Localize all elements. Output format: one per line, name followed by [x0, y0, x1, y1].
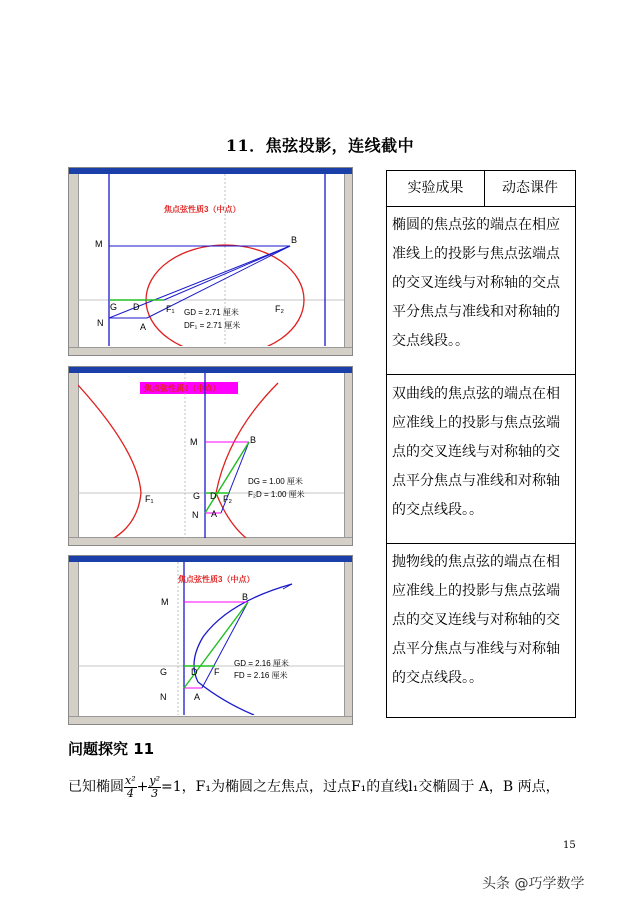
- label-g: G: [110, 302, 118, 312]
- question-text-a: 已知椭圆: [68, 779, 124, 795]
- label-f2: F₂: [275, 304, 284, 314]
- figure-heading: 焦点弦性质3（中点）: [164, 205, 241, 214]
- figure-heading: 焦点弦性质3（中点）: [144, 384, 221, 393]
- page-number: 15: [563, 840, 576, 851]
- measure-1: GD = 2.16 厘米: [234, 659, 289, 668]
- table-row-hyperbola: 双曲线的焦点弦的端点在相应准线上的投影与焦点弦端点的交叉连线与对称轴的交点平分焦点与准线和对称轴的交点线段。。: [392, 386, 560, 518]
- question-text: [68, 772, 560, 802]
- measure-1: DG = 1.00 厘米: [248, 477, 303, 486]
- table-header-courseware: 动态课件: [502, 180, 558, 196]
- label-a: A: [140, 322, 147, 332]
- measure-2: F₂D = 1.00 厘米: [248, 490, 305, 499]
- table-row-ellipse: 椭圆的焦点弦的端点在相应准线上的投影与焦点弦端点的交叉连线与对称轴的交点平分焦点与准线和对称轴的交点线段。。: [392, 217, 560, 349]
- label-g: G: [193, 491, 201, 501]
- ellipse-figure: [78, 174, 344, 346]
- measure-1: GD = 2.71 厘米: [184, 308, 239, 317]
- label-b: B: [291, 235, 298, 245]
- label-d: D: [210, 491, 217, 501]
- label-m: M: [161, 597, 169, 607]
- figure-heading: 焦点弦性质3（中点）: [178, 575, 255, 584]
- hyperbola-figure: [78, 373, 344, 538]
- status-bar: [69, 716, 352, 724]
- watermark: 头条 @巧学数学: [482, 876, 585, 892]
- question-text-c: F₁为椭圆之左焦点，过点F₁的直线l₁交椭圆于 A，B 两点，: [195, 779, 560, 795]
- label-f2: F₂: [223, 494, 232, 504]
- label-m: M: [190, 437, 198, 447]
- measure-2: DF₁ = 2.71 厘米: [184, 321, 241, 330]
- label-n: N: [97, 318, 104, 328]
- vertical-scrollbar: [344, 562, 352, 724]
- vertical-scrollbar: [344, 174, 352, 355]
- label-b: B: [250, 435, 257, 445]
- question-heading: 问题探究 11: [68, 740, 155, 758]
- screenshot-parabola: [68, 555, 353, 725]
- question-text-b: =1，: [160, 779, 196, 795]
- label-a: A: [211, 509, 218, 519]
- status-bar: [69, 537, 352, 545]
- label-f1: F₁: [145, 494, 154, 504]
- label-f: F: [214, 667, 220, 677]
- label-m: M: [95, 239, 103, 249]
- label-n: N: [160, 692, 167, 702]
- parabola-figure: [78, 562, 344, 715]
- label-a: A: [194, 692, 201, 702]
- section-title: 11．焦弦投影，连线截中: [225, 136, 415, 155]
- label-b: B: [242, 592, 249, 602]
- label-d: D: [191, 667, 198, 677]
- measure-2: FD = 2.16 厘米: [234, 671, 288, 680]
- status-bar: [69, 347, 352, 355]
- screenshot-ellipse: [68, 167, 353, 356]
- label-d: D: [133, 302, 140, 312]
- plus-sign: +: [136, 779, 149, 795]
- table-row-parabola: 抛物线的焦点弦的端点在相应准线上的投影与焦点弦端点的交叉连线与对称轴的交点平分焦点与准线与对称轴的交点线段。。: [392, 554, 560, 686]
- table-header-results: 实验成果: [407, 180, 464, 196]
- label-f1: F₁: [166, 304, 175, 314]
- label-n: N: [192, 510, 199, 520]
- vertical-scrollbar: [344, 373, 352, 545]
- label-g: G: [160, 667, 168, 677]
- fraction-y: $\frac{\text{y²}}{3}$: [149, 773, 160, 800]
- fraction-x: $\frac{\text{x²}}{4}$: [125, 773, 136, 800]
- screenshot-hyperbola: [68, 366, 353, 546]
